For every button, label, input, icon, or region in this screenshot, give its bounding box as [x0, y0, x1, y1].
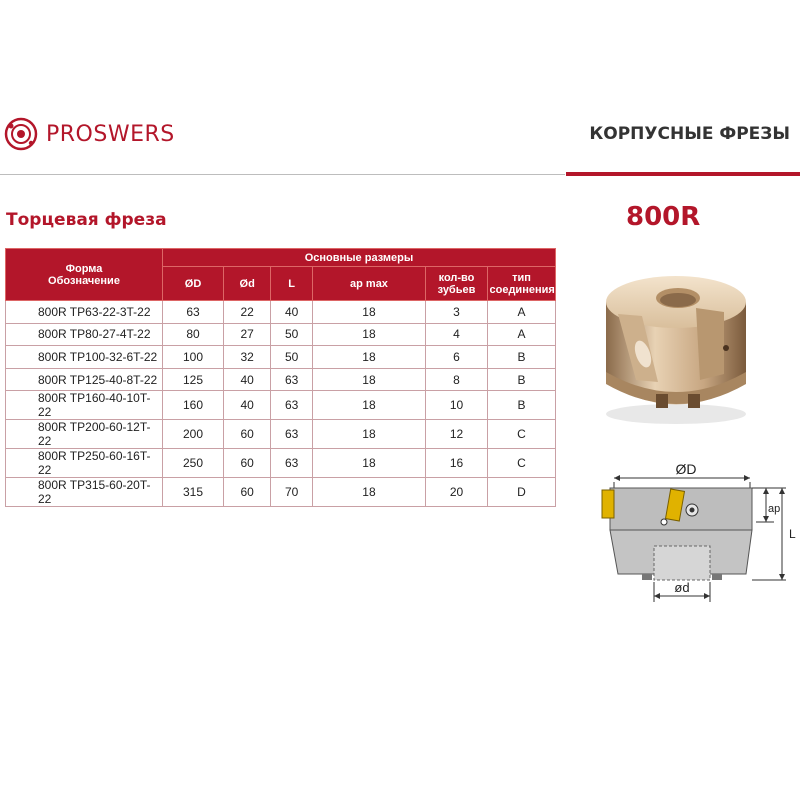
table-cell: 63	[271, 420, 313, 449]
header-col-teeth	[426, 267, 488, 301]
drawing-label-D: ØD	[675, 461, 697, 477]
table-cell: A	[488, 323, 556, 346]
table-cell: 18	[312, 368, 425, 391]
table-row	[6, 301, 556, 324]
table-cell: 6	[426, 346, 488, 369]
table-cell: 70	[271, 478, 313, 507]
table-row	[6, 449, 556, 478]
table-cell: 63	[271, 391, 313, 420]
table-row	[6, 323, 556, 346]
table-cell: 18	[312, 478, 425, 507]
header-col-teeth-label: кол-во зубьев	[437, 271, 476, 296]
table-cell-designation: 800R TP80-27-4T-22	[6, 323, 163, 346]
table-cell: 200	[163, 420, 224, 449]
table-cell: 60	[224, 478, 271, 507]
table-cell: 18	[312, 346, 425, 369]
table-cell: 18	[312, 323, 425, 346]
table-cell: 32	[224, 346, 271, 369]
table-cell: 18	[312, 449, 425, 478]
table-cell-designation: 800R TP160-40-10T-22	[6, 391, 163, 420]
table-cell-designation: 800R TP200-60-12T-22	[6, 420, 163, 449]
brand-logo-icon	[4, 117, 38, 151]
table-cell: 160	[163, 391, 224, 420]
table-cell: 63	[163, 301, 224, 324]
table-cell: 40	[224, 391, 271, 420]
table-cell: 80	[163, 323, 224, 346]
drawing-label-ap: ap	[768, 503, 781, 515]
table-cell-designation: 800R TP250-60-16T-22	[6, 449, 163, 478]
header-col-L: L	[271, 267, 313, 301]
table-cell: A	[488, 301, 556, 324]
table-row	[6, 391, 556, 420]
table-cell: 18	[312, 391, 425, 420]
header-accent-bar	[566, 172, 800, 176]
header-divider	[0, 174, 565, 175]
table-cell: 12	[426, 420, 488, 449]
table-row	[6, 420, 556, 449]
table-cell: 10	[426, 391, 488, 420]
table-cell-designation: 800R TP63-22-3T-22	[6, 301, 163, 324]
table-cell: 60	[224, 449, 271, 478]
table-cell: 22	[224, 301, 271, 324]
table-cell: C	[488, 420, 556, 449]
product-model: 800R	[626, 202, 701, 232]
table-cell: 27	[224, 323, 271, 346]
table-cell: 125	[163, 368, 224, 391]
table-cell: 60	[224, 420, 271, 449]
table-cell: 20	[426, 478, 488, 507]
table-cell: C	[488, 449, 556, 478]
section-title: КОРПУСНЫЕ ФРЕЗЫ	[589, 124, 790, 144]
table-cell: B	[488, 391, 556, 420]
table-cell: 3	[426, 301, 488, 324]
product-photo	[596, 262, 756, 428]
table-cell: 40	[224, 368, 271, 391]
header-col-ap: ap max	[312, 267, 425, 301]
header-forma	[6, 249, 163, 301]
table-cell: 50	[271, 346, 313, 369]
table-cell: 100	[163, 346, 224, 369]
table-cell: 50	[271, 323, 313, 346]
spec-table	[5, 248, 556, 507]
table-cell: 4	[426, 323, 488, 346]
header-col-D: ØD	[163, 267, 224, 301]
table-cell: 250	[163, 449, 224, 478]
table-cell: 40	[271, 301, 313, 324]
table-cell: 63	[271, 449, 313, 478]
brand-logo	[4, 116, 175, 152]
table-cell: 18	[312, 301, 425, 324]
table-cell-designation: 800R TP100-32-6T-22	[6, 346, 163, 369]
table-cell-designation: 800R TP125-40-8T-22	[6, 368, 163, 391]
table-body	[6, 301, 556, 507]
product-type-title: Торцевая фреза	[6, 210, 167, 230]
table-cell: 315	[163, 478, 224, 507]
drawing-label-L: L	[789, 527, 796, 541]
table-cell: 18	[312, 420, 425, 449]
brand-name: PROSWERS	[46, 121, 175, 147]
table-cell-designation: 800R TP315-60-20T-22	[6, 478, 163, 507]
table-cell: B	[488, 368, 556, 391]
header-forma-label: Форма Обозначение	[48, 262, 120, 287]
drawing-label-d: ød	[674, 580, 690, 595]
header-main-dimensions: Основные размеры	[163, 249, 556, 267]
technical-drawing	[596, 458, 800, 604]
table-cell: D	[488, 478, 556, 507]
table-cell: B	[488, 346, 556, 369]
table-row	[6, 368, 556, 391]
table-row	[6, 478, 556, 507]
table-cell: 63	[271, 368, 313, 391]
header-col-d: Ød	[224, 267, 271, 301]
table-row	[6, 346, 556, 369]
table-cell: 8	[426, 368, 488, 391]
header-col-connection	[488, 267, 556, 301]
table-cell: 16	[426, 449, 488, 478]
header-col-connection-label: тип соединения	[489, 271, 555, 296]
